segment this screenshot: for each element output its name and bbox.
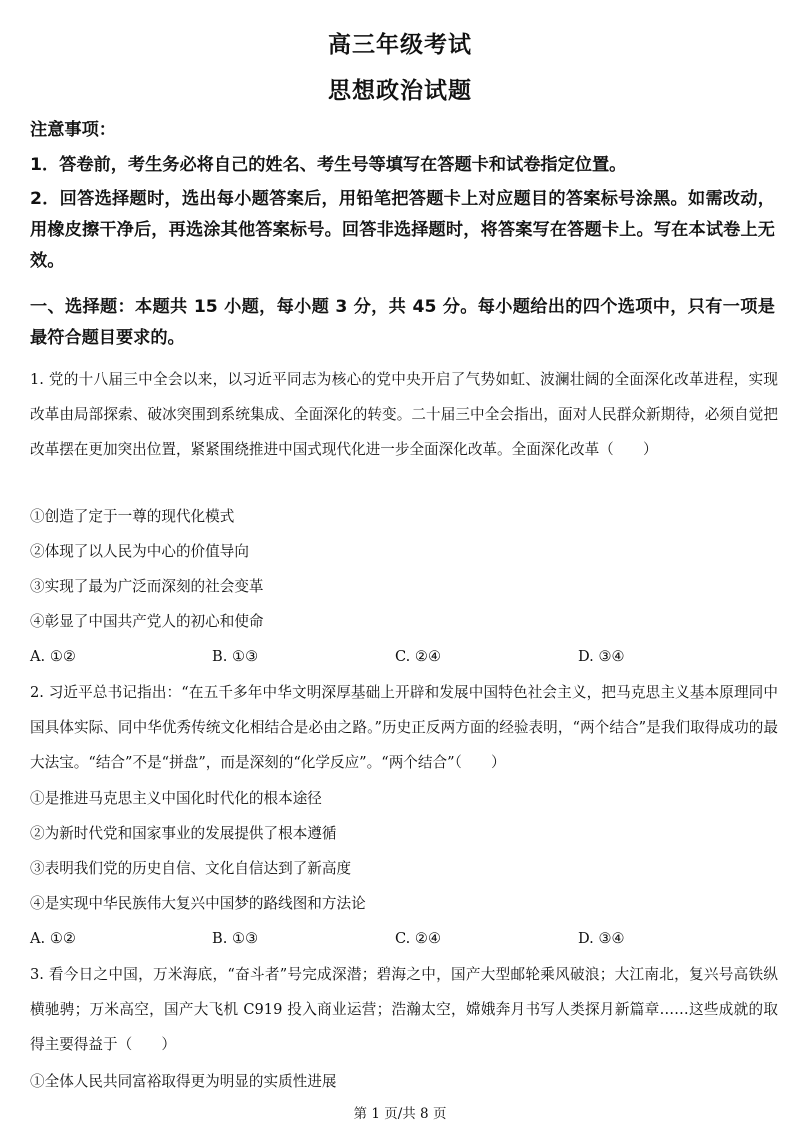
question-1-item-3: ③实现了最为广泛而深刻的社会变革 xyxy=(30,578,264,595)
question-2-choice-a: A. ①② xyxy=(30,930,76,947)
question-1-item-2: ②体现了以人民为中心的价值导向 xyxy=(30,543,249,560)
question-1-item-1: ①创造了定于一尊的现代化模式 xyxy=(30,508,235,525)
notice-heading: 注意事项： xyxy=(30,120,116,140)
exam-title: 高三年级考试 xyxy=(328,32,472,58)
section-instruction: 一、选择题：本题共 15 小题，每小题 3 分，共 45 分。每小题给出的四个选项中，只有一项是最符合题目要求的。 xyxy=(30,297,775,348)
notice-item-2: 2．回答选择题时，选出每小题答案后，用铅笔把答题卡上对应题目的答案标号涂黑。如需改动，用橡皮擦干净后，再选涂其他答案标号。回答非选择题时，将答案写在答题卡上。写在本试卷上无效。 xyxy=(30,189,775,271)
question-2-item-4: ④是实现中华民族伟大复兴中国梦的路线图和方法论 xyxy=(30,895,366,912)
question-2-item-2: ②为新时代党和国家事业的发展提供了根本遵循 xyxy=(30,825,337,842)
question-2-choice-c: C. ②④ xyxy=(395,930,442,947)
notice-item-1: 1．答卷前，考生务必将自己的姓名、考生号等填写在答题卡和试卷指定位置。 xyxy=(30,155,627,175)
question-3-item-1: ①全体人民共同富裕取得更为明显的实质性进展 xyxy=(30,1073,337,1090)
question-2-choice-d: D. ③④ xyxy=(578,930,625,947)
page-number: 第 1 页/共 8 页 xyxy=(353,1106,447,1122)
question-2-item-1: ①是推进马克思主义中国化时代化的根本途径 xyxy=(30,790,322,807)
question-1-choices xyxy=(30,647,770,667)
question-2-item-3: ③表明我们党的历史自信、文化自信达到了新高度 xyxy=(30,860,352,877)
question-1-choice-b: B. ①③ xyxy=(212,648,259,665)
question-2-choices xyxy=(30,929,770,949)
question-1-item-4: ④彰显了中国共产党人的初心和使命 xyxy=(30,613,264,630)
question-1-choice-c: C. ②④ xyxy=(395,648,442,665)
question-3-stem: 3. 看今日之中国，万米海底，“奋斗者”号完成深潜；碧海之中，国产大型邮轮乘风破浪；大江南北，复兴号高铁纵横驰骋；万米高空，国产大飞机 C919 投入商业运营；浩瀚太空，嫦娥奔月书写人类探月新篇章……这些成就的取得主要得益于（ ） xyxy=(30,966,778,1053)
question-1-choice-a: A. ①② xyxy=(30,648,76,665)
question-2-stem: 2. 习近平总书记指出：“在五千多年中华文明深厚基础上开辟和发展中国特色社会主义，把马克思主义基本原理同中国具体实际、同中华优秀传统文化相结合是必由之路。”历史正反两方面的经验表明，“两个结合”是我们取得成功的最大法宝。“结合”不是“拼盘”，而是深刻的“化学反应”。“两个结合”（ ） xyxy=(30,684,778,771)
question-1-stem: 1. 党的十八届三中全会以来，以习近平同志为核心的党中央开启了气势如虹、波澜壮阔的全面深化改革进程，实现改革由局部探索、破冰突围到系统集成、全面深化的转变。二十届三中全会指出，面对人民群众新期待，必须自觉把改革摆在更加突出位置，紧紧围绕推进中国式现代化进一步全面深化改革。全面深化改革（ ） xyxy=(30,371,778,458)
exam-subject-title: 思想政治试题 xyxy=(328,78,472,104)
question-2-choice-b: B. ①③ xyxy=(212,930,259,947)
question-1-choice-d: D. ③④ xyxy=(578,648,625,665)
